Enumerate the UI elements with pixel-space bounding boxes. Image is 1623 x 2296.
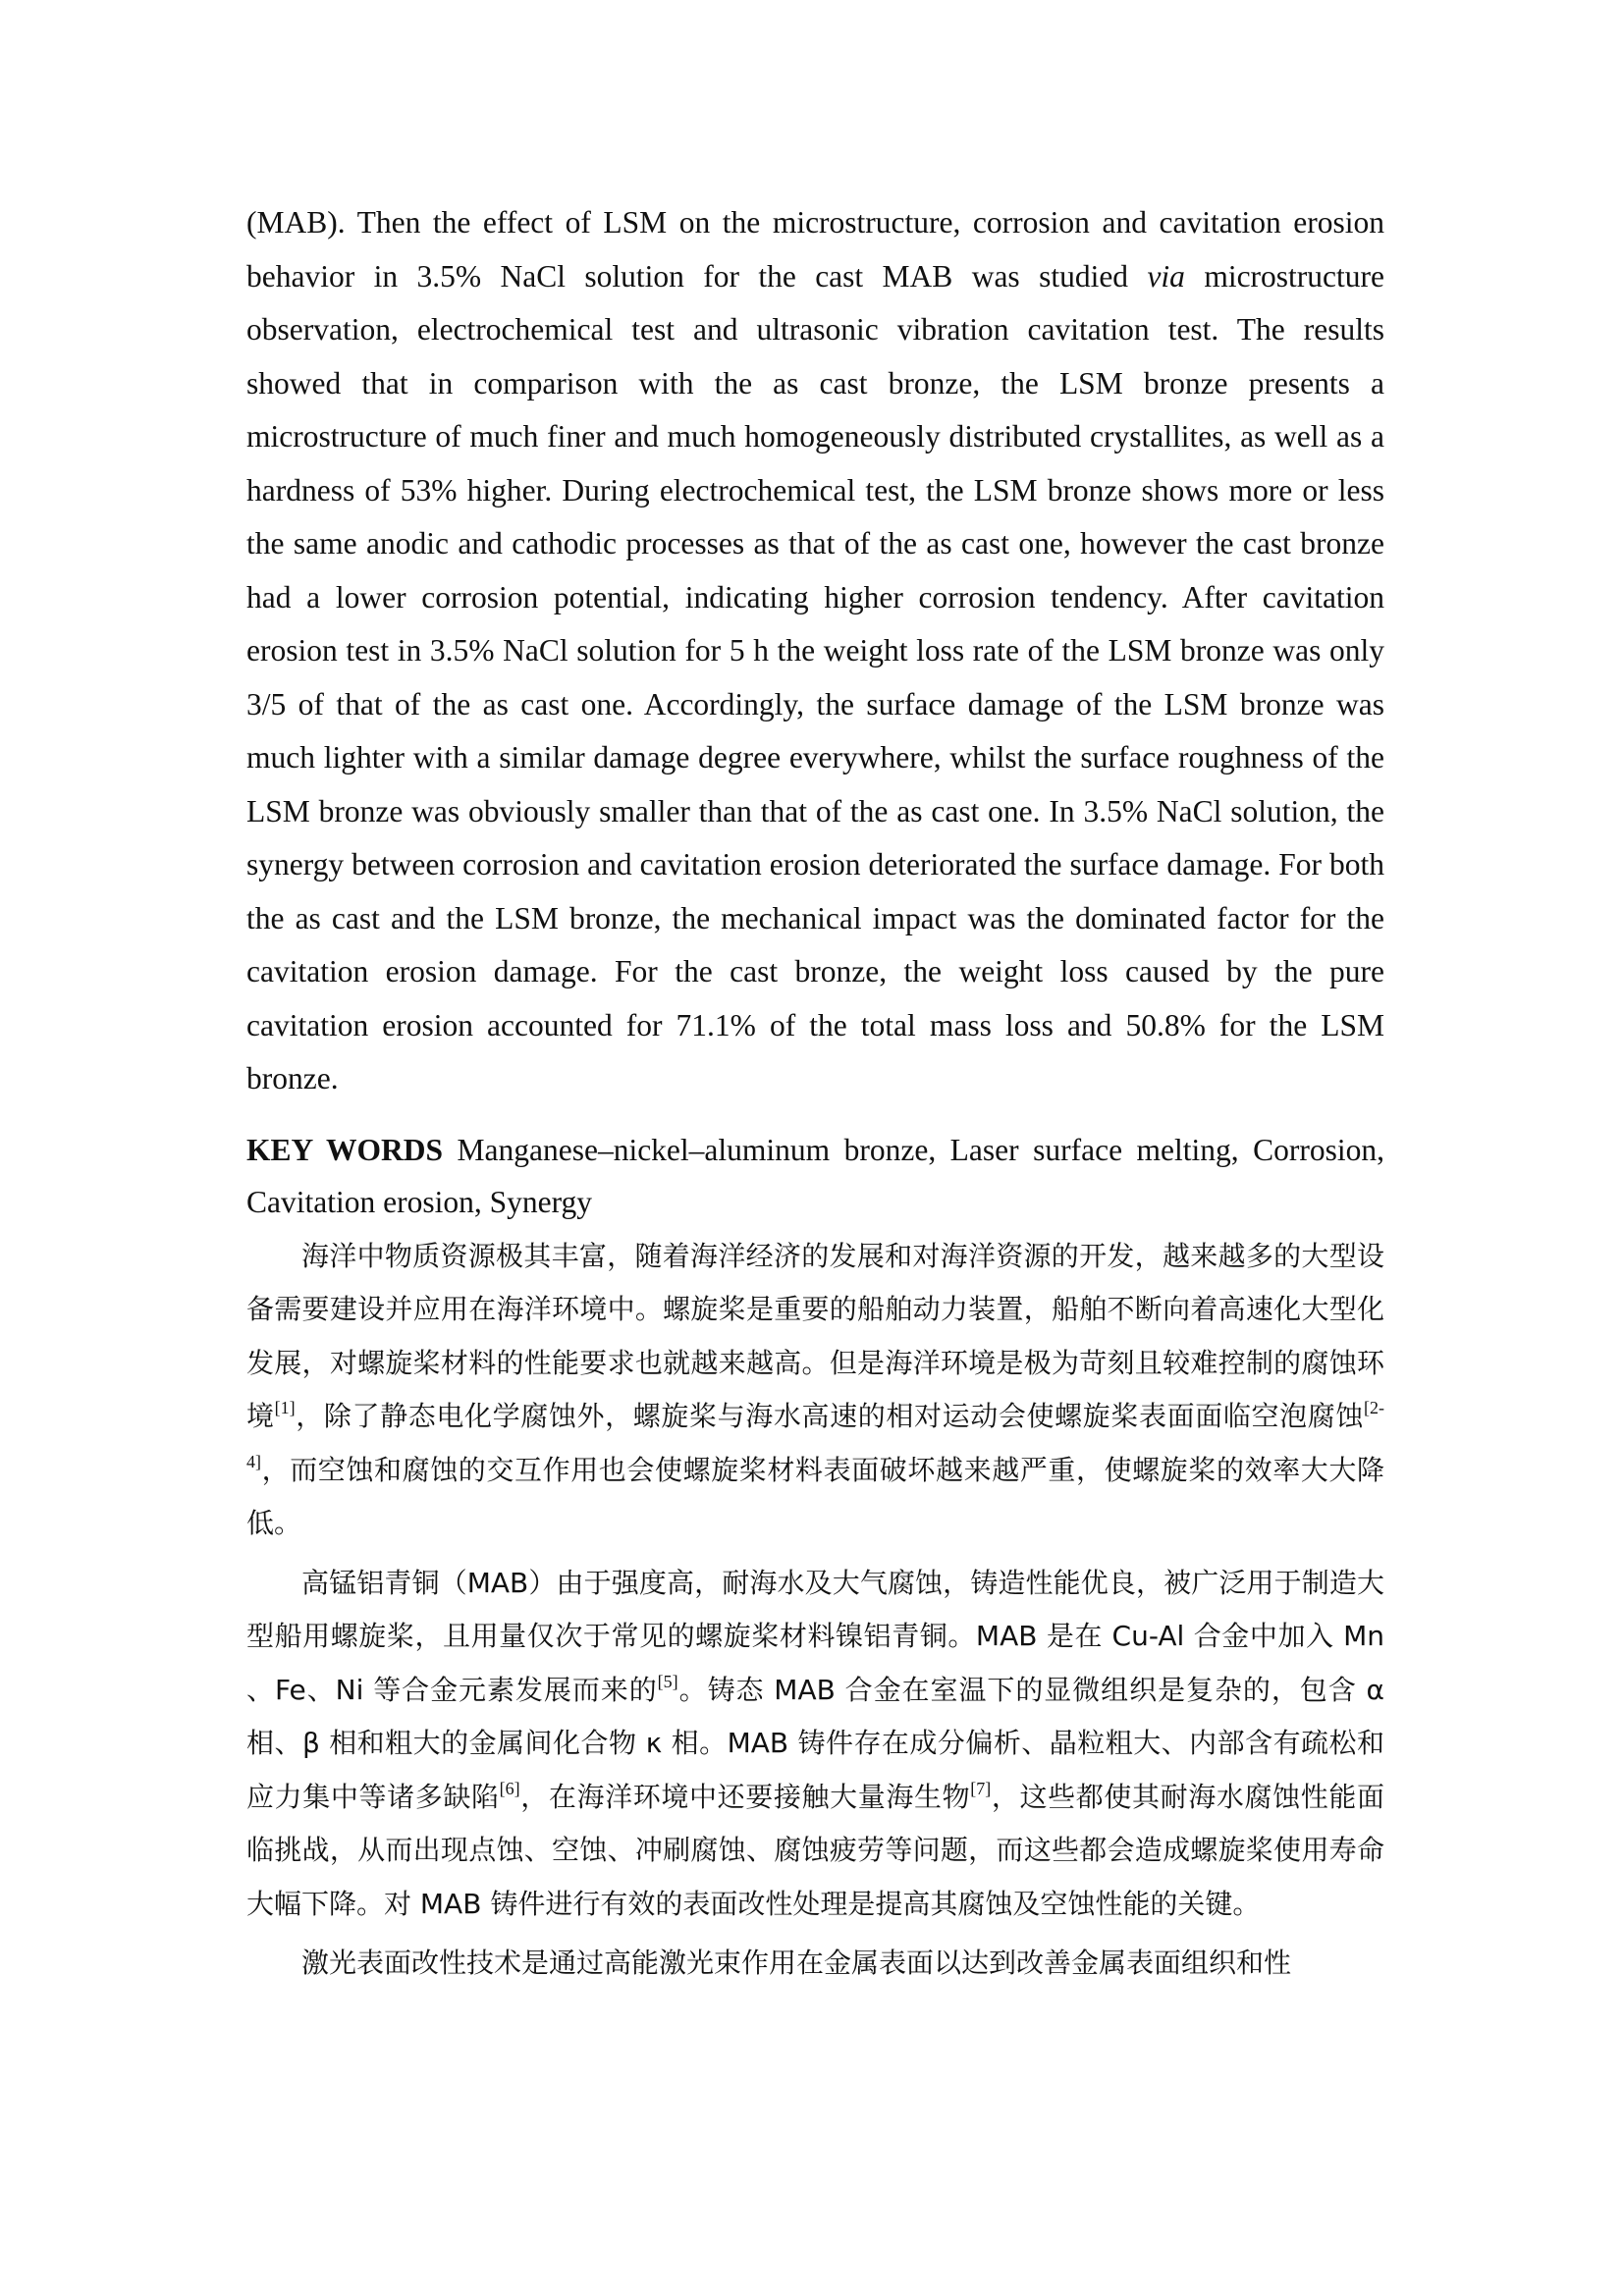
body-paragraph-1 <box>246 1230 1384 1551</box>
keywords-text: Manganese–nickel–aluminum bronze, Laser surface melting, Corrosion, Cavitation erosion, Synergy <box>246 1132 1384 1219</box>
abstract-italic-via: via <box>1147 258 1185 294</box>
body-para3-text: 激光表面改性技术是通过高能激光束作用在金属表面以达到改善金属表面组织和性 <box>301 1947 1292 1979</box>
citation-ref: [5] <box>657 1671 678 1691</box>
citation-ref: [7] <box>970 1778 992 1798</box>
body-para2-text-a: 高锰铝青铜（MAB）由于强度高，耐海水及大气腐蚀，铸造性能优良，被广泛用于制造大型船用螺旋桨，且用量仅次于常见的螺旋桨材料镍铝青铜。MAB 是在 Cu-Al 合金中加入 Mn 、Fe、Ni 等合金元素发展而来的 <box>246 1566 1384 1706</box>
body-para1-text-c: ，而空蚀和腐蚀的交互作用也会使螺旋桨材料表面破坏越来越严重，使螺旋桨的效率大大降低。 <box>246 1453 1384 1539</box>
citation-ref: [6] <box>499 1778 520 1798</box>
paper-page <box>246 196 1384 1991</box>
body-para2-text-d: ，这些都使其耐海水腐蚀性能面临挑战，从而出现点蚀、空蚀、冲刷腐蚀、腐蚀疲劳等问题，而这些都会造成螺旋桨使用寿命大幅下降。对 MAB 铸件进行有效的表面改性处理是提高其腐蚀及空蚀性能的关键。 <box>246 1780 1384 1920</box>
body-para1-text-a: 海洋中物质资源极其丰富，随着海洋经济的发展和对海洋资源的开发，越来越多的大型设备需要建设并应用在海洋环境中。螺旋桨是重要的船舶动力装置，船舶不断向着高速化大型化发展，对螺旋桨材料的性能要求也就越来越高。但是海洋环境是极为苛刻且较难控制的腐蚀环境 <box>246 1239 1384 1432</box>
keywords-label: KEY WORDS <box>246 1132 444 1167</box>
abstract-text-part-2: microstructure observation, electrochemical test and ultrasonic vibration cavitation test. The results showed that in comparison with the as cast bronze, the LSM bronze presents a microstructure of much finer and much homogeneously distributed crystallites, as well as a hardness of 53% higher. During electrochemical test, the LSM bronze shows more or less the same anodic and cathodic processes as that of the as cast one, however the cast bronze had a lower corrosion potential, indicating higher corrosion tendency. After cavitation erosion test in 3.5% NaCl solution for 5 h the weight loss rate of the LSM bronze was only 3/5 of that of the as cast one. Accordingly, the surface damage of the LSM bronze was much lighter with a similar damage degree everywhere, whilst the surface roughness of the LSM bronze was obviously smaller than that of the as cast one. In 3.5% NaCl solution, the synergy between corrosion and cavitation erosion deteriorated the surface damage. For both the as cast and the LSM bronze, the mechanical impact was the dominated factor for the cavitation erosion damage. For the cast bronze, the weight loss caused by the pure cavitation erosion accounted for 71.1% of the total mass loss and 50.8% for the LSM bronze. <box>246 258 1384 1095</box>
body-paragraph-2 <box>246 1557 1384 1932</box>
keywords-paragraph <box>246 1124 1384 1228</box>
body-para1-text-b: ，除了静态电化学腐蚀外，螺旋桨与海水高速的相对运动会使螺旋桨表面面临空泡腐蚀 <box>295 1400 1364 1432</box>
body-para2-text-c: ，在海洋环境中还要接触大量海生物 <box>519 1780 971 1813</box>
abstract-paragraph <box>246 196 1384 1106</box>
abstract-text-part-1: (MAB). Then the effect of LSM on the microstructure, corrosion and cavitation erosion behavior in 3.5% NaCl solution for the cast MAB was studied <box>246 205 1384 294</box>
body-para2-text-b: 。铸态 MAB 合金在室温下的显微组织是复杂的，包含 α 相、β 相和粗大的金属间化合物 κ 相。MAB 铸件存在成分偏析、晶粒粗大、内部含有疏松和应力集中等诸多缺陷 <box>246 1673 1384 1813</box>
citation-ref: [1] <box>274 1398 296 1417</box>
citation-ref: [2-4] <box>246 1398 1384 1471</box>
body-paragraph-3 <box>246 1937 1384 1991</box>
